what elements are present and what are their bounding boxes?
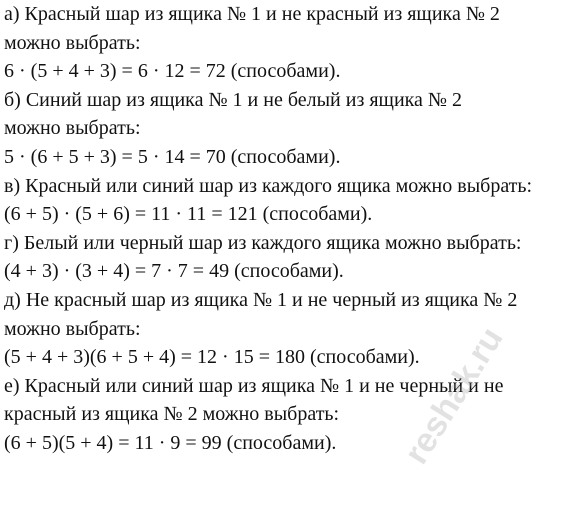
equation-line: (6 + 5)(5 + 4) = 11 · 9 = 99 (способами). xyxy=(4,431,337,454)
equation-line: 6 · (5 + 4 + 3) = 6 · 12 = 72 (способами). xyxy=(4,60,341,83)
equation-line: (6 + 5) · (5 + 6) = 11 · 11 = 121 (способами). xyxy=(4,203,373,226)
text-line: можно выбрать: xyxy=(4,117,141,140)
text-line: можно выбрать: xyxy=(4,317,141,340)
text-line: красный из ящика № 2 можно выбрать: xyxy=(4,403,340,426)
text-line: е) Красный или синий шар из ящика № 1 и не черный и не xyxy=(4,374,504,397)
text-line: д) Не красный шар из ящика № 1 и не черный из ящика № 2 xyxy=(4,288,518,311)
text-line: б) Синий шар из ящика № 1 и не белый из ящика № 2 xyxy=(4,88,463,111)
equation-line: (5 + 4 + 3)(6 + 5 + 4) = 12 · 15 = 180 (способами). xyxy=(4,346,420,369)
text-line: в) Красный или синий шар из каждого ящика можно выбрать: xyxy=(4,174,533,197)
watermark: reshak.ru xyxy=(397,320,511,471)
text-line: можно выбрать: xyxy=(4,31,141,54)
equation-line: (4 + 3) · (3 + 4) = 7 · 7 = 49 (способами). xyxy=(4,260,344,283)
text-line: г) Белый или черный шар из каждого ящика можно выбрать: xyxy=(4,231,522,254)
text-line: а) Красный шар из ящика № 1 и не красный из ящика № 2 xyxy=(4,3,500,25)
equation-line: 5 · (6 + 5 + 3) = 5 · 14 = 70 (способами). xyxy=(4,145,341,168)
